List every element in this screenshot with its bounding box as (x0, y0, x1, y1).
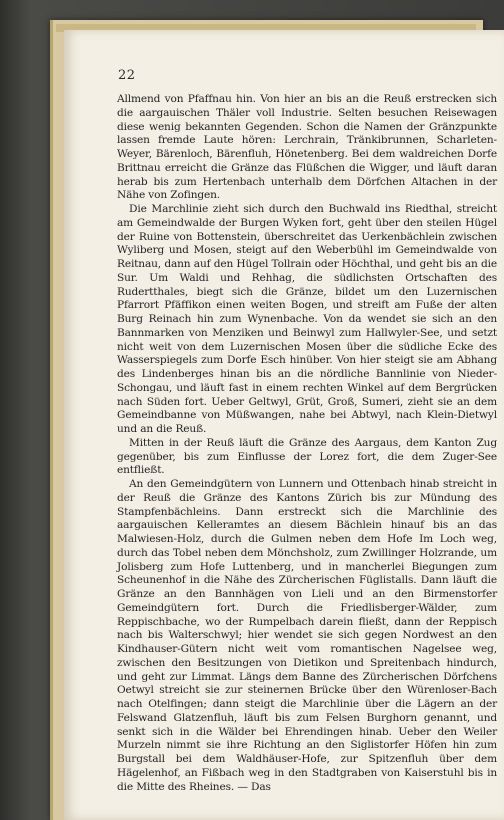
page-text-block (117, 93, 497, 794)
paragraph-2: Die Marchlinie zieht sich durch den Buchwald ins Riedthal, streicht am Gemeindwalde der Burgen Wyken fort, geht über den steilen Hügel der Ruine von Bottenstein, überschreitet das Uerkenbächlein zwischen Wyliberg und Mosen, steigt auf den Weberbühl im Gemeindwalde von Reitnau, dann auf den Hügel Tollrain oder Höchthal, und geht bis an die Sur. Um Waldi und Rehhag, die südlichsten Ortschaften des Rudertthales, biegt sich die Gränze, bildet um den Luzernischen Pfarrort Pfäffikon einen weiten Bogen, und streift am Fuße der alten Burg Reinach hin zum Wynenbache. Von da wendet sie sich an den Bannmarken von Menziken und Beinwyl zum Hallwyler-See, und setzt nicht weit von dem Luzernischen Mosen über die südliche Ecke des Wasserspiegels zum Dorfe Esch hinüber. Von hier steigt sie am Abhang des Lindenberges hinan bis an die nördliche Bannlinie von Nieder-Schongau, und läuft fast in einem rechten Winkel auf dem Bergrücken nach Süden fort. Ueber Geltwyl, Grüt, Groß, Sumeri, zieht sie an dem Gemeindbanne von Müßwangen, nahe bei Abtwyl, nach Klein-Dietwyl und an die Reuß. (117, 203, 497, 435)
paragraph-3: Mitten in der Reuß läuft die Gränze des Aargaus, dem Kanton Zug gegenüber, bis zum Einflusse der Lorez fort, die dem Zuger-See entfließt. (117, 436, 497, 477)
paragraph-1: Allmend von Pfaffnau hin. Von hier an bis an die Reuß erstrecken sich die aargauischen Thäler voll Industrie. Selten besuchen Reisewagen diese wenig bekannten Gegenden. Schon die Namen der Gränzpunkte lassen fremde Laute hören: Lerchrain, Tränkibrunnen, Scharleten-Weyer, Bärenloch, Bärenfluh, Hönetenberg. Bei dem waldreichen Dorfe Brittnau erreicht die Gränze das Flüßchen die Wigger, und läuft daran herab bis zum Hertenbach unterhalb dem Dörfchen Altachen in der Nähe von Zofingen. (117, 93, 497, 202)
page-number: 22 (118, 68, 136, 83)
paragraph-4: An den Gemeindgütern von Lunnern und Ottenbach hinab streicht in der Reuß die Gränze des Kantons Zürich bis zur Mündung des Stampfenbächleins. Dann erstreckt sich die Marchlinie des aargauischen Kelleramtes an diesem Bächlein hinauf bis an das Malwiesen-Holz, durch die Gulmen neben dem Hofe Im Loch weg, durch das Tobel neben dem Mönchsholz, zum Zwillinger Holzrande, um Jolisberg zum Hofe Luttenberg, und in mancherlei Biegungen zum Scheunenhof in die Nähe des Zürcherischen Füglistalls. Dann läuft die Gränze an den Bannhägen von Lieli und an den Birmenstorfer Gemeindgütern fort. Durch die Friedlisberger-Wälder, zum Reppischbache, wo der Rumpelbach darein fließt, dann der Reppisch nach bis Walterschwyl; hier wendet sie sich gegen Nordwest an den Kindhauser-Gütern nicht weit vom romantischen Nagelsee weg, zwischen den Besitzungen von Dietikon und Spreitenbach hindurch, und geht zur Limmat. Längs dem Banne des Zürcherischen Dörfchens Oetwyl streicht sie zur steinernen Brücke über den Würenloser-Bach nach Otelfingen; dann steigt die Marchlinie über die Lägern an der Felswand Glatzenfluh, läuft bis zum Felsen Burghorn genannt, und senkt sich in die Wälder bei Ehrendingen hinab. Ueber den Weiler Murzeln nimmt sie ihre Richtung an den Siglistorfer Höfen hin zum Burgstall bei dem Waldhäuser-Hofe, zur Spitzenfluh über dem Hägelenhof, an Fißbach weg in den Stadtgraben von Kaiserstuhl bis in die Mitte des Rheines. — Das (117, 478, 497, 793)
